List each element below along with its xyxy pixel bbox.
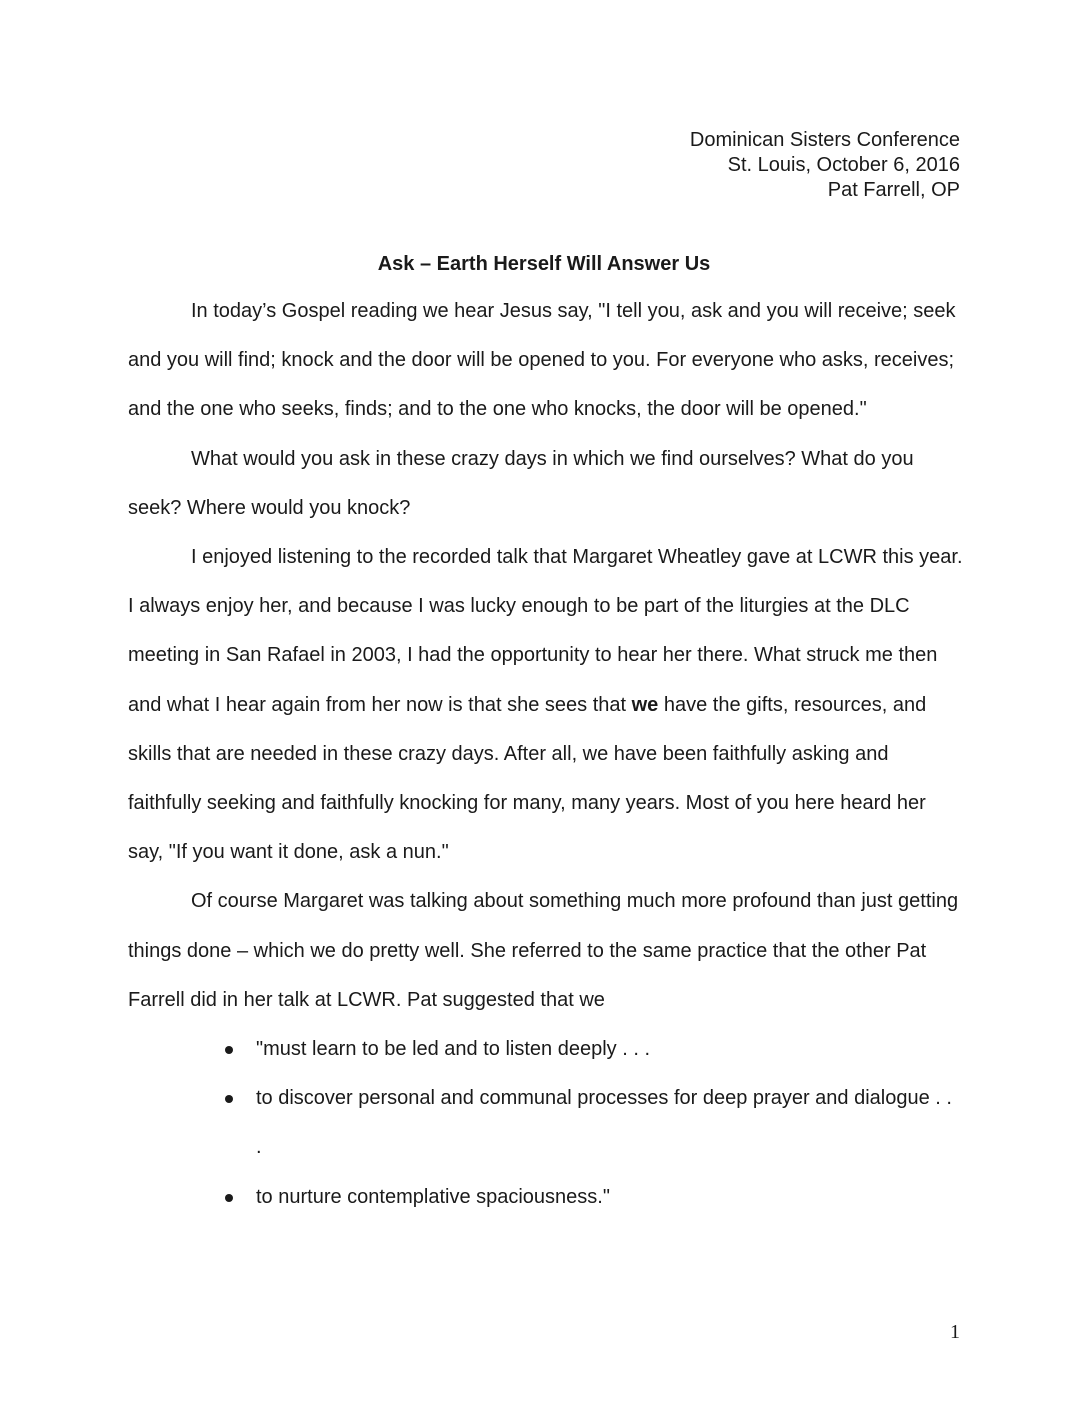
bullet-item [128,1025,963,1074]
bullet-item [128,1074,963,1172]
bullet-text: to discover personal and communal processes for deep prayer and dialogue . . . [256,1087,952,1159]
document-body [128,287,963,1222]
document-title: Ask – Earth Herself Will Answer Us [377,253,711,275]
paragraph-2: What would you ask in these crazy days in which we find ourselves? What do you seek? Where would you knock? [128,447,914,519]
paragraph-3 [128,533,963,877]
header-conference: Dominican Sisters Conference [689,129,960,151]
bullet-text: to nurture contemplative spaciousness." [256,1185,610,1208]
bullet-list [128,1025,963,1222]
paragraph-3-bold-word: we [631,693,659,716]
paragraph-4: Of course Margaret was talking about something much more profound than just getting things done – which we do pretty well. She referred to the same practice that the other Pat Farrell did in her talk at LCWR. Pat suggested that we [128,890,959,1011]
header-author: Pat Farrell, OP [827,179,960,201]
page-number: 1 [950,1321,960,1343]
paragraph-1: In today’s Gospel reading we hear Jesus say, "I tell you, ask and you will receive; seek and you will find; knock and the door will be opened to you. For everyone who asks, receives; and the one who seeks, finds; and to the one who knocks, the door will be opened." [128,300,956,421]
header-location-date: St. Louis, October 6, 2016 [727,154,960,176]
bullet-icon [225,1095,233,1103]
document-header [690,128,960,203]
bullet-icon [225,1046,233,1054]
bullet-text: "must learn to be led and to listen deeply . . . [256,1038,650,1061]
bullet-item [128,1173,963,1222]
paragraph-3-text-before: I enjoyed listening to the recorded talk that Margaret Wheatley gave at LCWR this year. I always enjoy her, and because I was lucky enough to be part of the liturgies at the DLC meeting in San Rafael in 2003, I had the opportunity to hear her there. What struck me then and what I hear again from her now is that she sees that [128,546,963,716]
bullet-icon [225,1194,233,1202]
paragraph-3-text-after: have the gifts, resources, and skills that are needed in these crazy days. After all, we have been faithfully asking and faithfully seeking and faithfully knocking for many, many years. Most of you here heard her say, "If you want it done, ask a nun." [128,693,927,864]
